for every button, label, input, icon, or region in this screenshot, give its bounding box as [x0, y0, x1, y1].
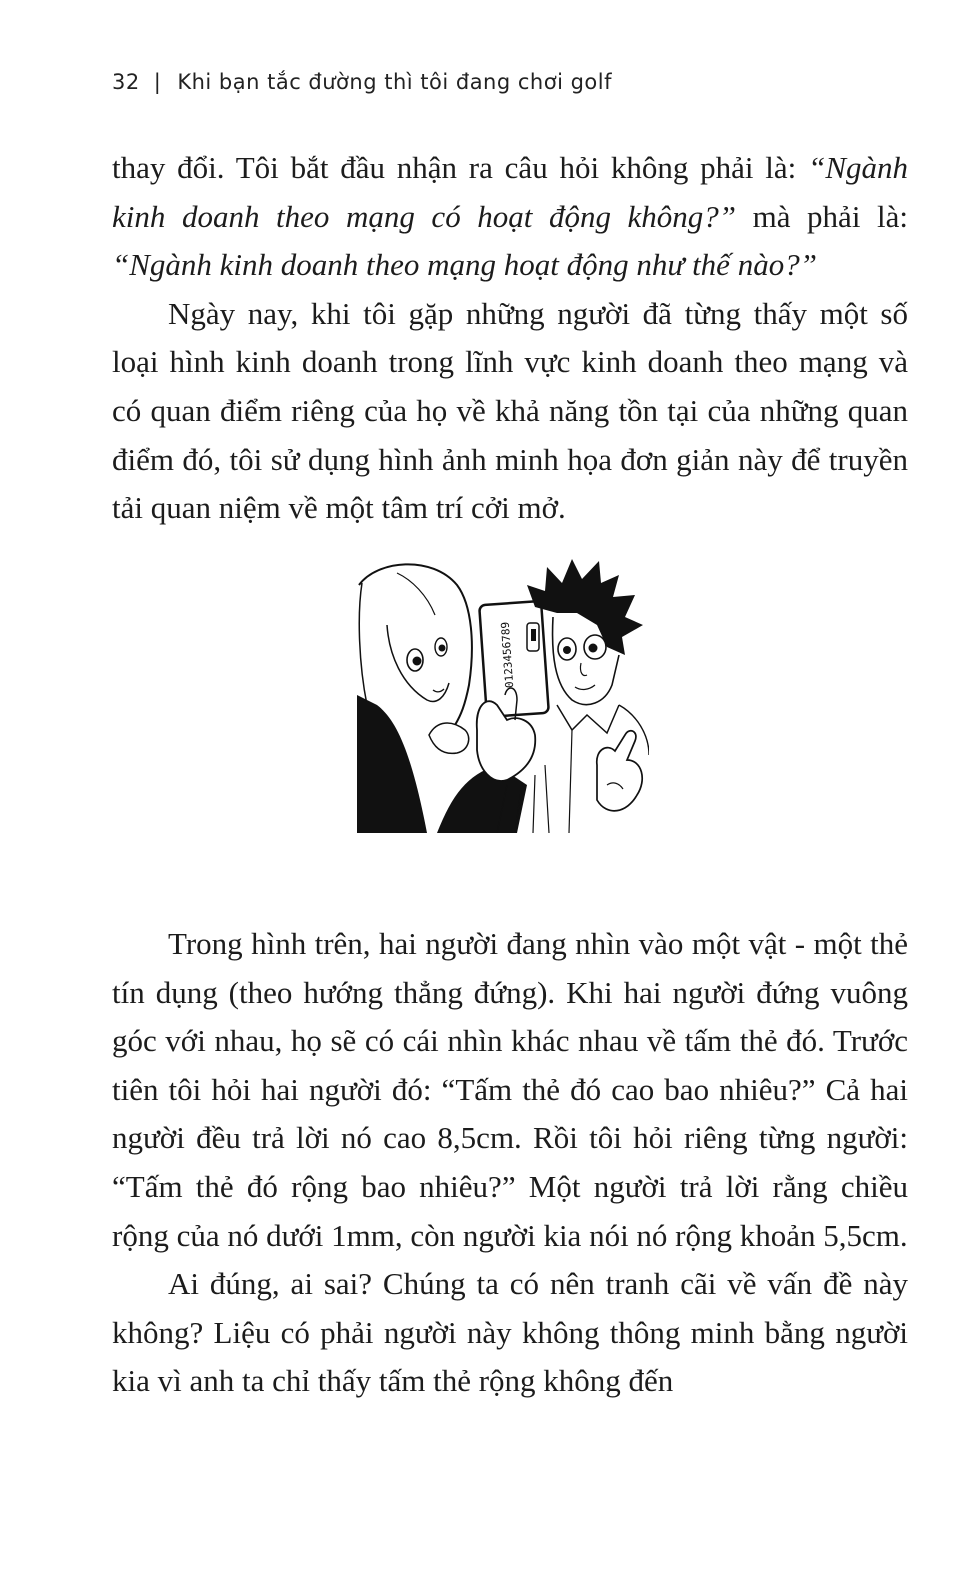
illustration-drawing	[357, 555, 649, 833]
text-block-bottom	[112, 920, 908, 1406]
illustration-credit-card	[357, 555, 649, 833]
header-separator: |	[153, 70, 162, 94]
paragraph: Ai đúng, ai sai? Chúng ta có nên tranh cãi về vấn đề này không? Liệu có phải người này không thông minh bằng người kia vì anh ta chỉ thấy tấm thẻ rộng không đến	[112, 1266, 908, 1399]
paragraph: Trong hình trên, hai người đang nhìn vào một vật - một thẻ tín dụng (theo hướng thẳng đứng). Khi hai người đứng vuông góc với nhau, họ sẽ có cái nhìn khác nhau về tấm thẻ đó. Trước tiên tôi hỏi hai người đó: “Tấm thẻ đó cao bao nhiêu?” Cả hai người đều trả lời nó cao 8,5cm. Rồi tôi hỏi riêng từng người: “Tấm thẻ đó rộng bao nhiêu?” Một người trả lời rằng chiều rộng của nó dưới 1mm, còn người kia nói nó rộng khoản 5,5cm.	[112, 926, 908, 1253]
text-block-top	[112, 144, 908, 533]
running-header	[112, 70, 612, 94]
paragraph: Ngày nay, khi tôi gặp những người đã từng thấy một số loại hình kinh doanh trong lĩnh vực kinh doanh theo mạng và có quan điểm riêng của họ về khả năng tồn tại của những quan điểm đó, tôi sử dụng hình ảnh minh họa đơn giản này để truyền tải quan niệm về một tâm trí cởi mở.	[112, 295, 908, 526]
svg-text:0123456789: 0123456789	[498, 621, 517, 689]
page-number: 32	[112, 70, 140, 94]
book-title: Khi bạn tắc đường thì tôi đang chơi golf	[177, 70, 612, 94]
quote-question-1: “Ngành kinh doanh theo mạng có hoạt động không?”	[112, 150, 908, 234]
paragraph-continuation: thay đổi. Tôi bắt đầu nhận ra câu hỏi không phải là: “Ngành kinh doanh theo mạng có hoạt động không?” mà phải là: “Ngành kinh doanh theo mạng hoạt động như thế nào?”	[112, 150, 908, 283]
quote-question-2: “Ngành kinh doanh theo mạng hoạt động như thế nào?”	[112, 247, 817, 283]
